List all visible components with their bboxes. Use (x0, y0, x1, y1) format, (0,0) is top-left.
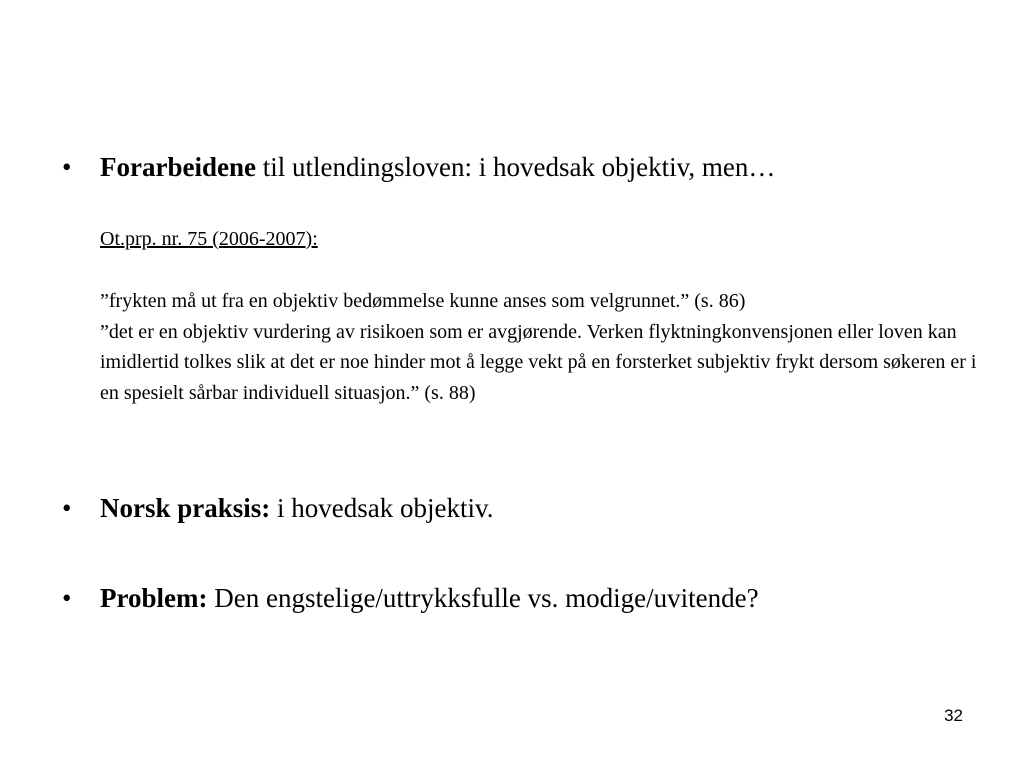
bullet-heading: Forarbeidene (100, 152, 256, 182)
bullet-item-forarbeidene (100, 151, 980, 183)
bullet-marker: • (62, 583, 72, 613)
bullet-marker: • (62, 152, 72, 182)
reference-citation: Ot.prp. nr. 75 (2006-2007): (100, 228, 318, 250)
page-number: 32 (944, 706, 963, 725)
bullet-text: til utlendingsloven: i hovedsak objektiv, men… (255, 152, 776, 182)
quote-1: ”frykten må ut fra en objektiv bedømmelse kunne anses som velgrunnet.” (s. 86) (100, 290, 746, 312)
bullet-item-problem (100, 582, 980, 614)
bullet-text: i hovedsak objektiv. (270, 493, 494, 523)
quote-2: ”det er en objektiv vurdering av risikoen som er avgjørende. Verken flyktningkonvensjonen eller loven kan imidlertid tolkes slik at det er noe hinder mot å legge vekt på en forsterket subjektiv frykt dersom søkeren er i en spesielt sårbar individuell situasjon.” (s. 88) (100, 320, 977, 404)
bullet-marker: • (62, 493, 72, 523)
quote-block (100, 286, 980, 408)
bullet-heading: Norsk praksis: (100, 493, 271, 523)
bullet-item-norsk-praksis (100, 492, 980, 524)
bullet-text: Den engstelige/uttrykksfulle vs. modige/uvitende? (207, 583, 759, 613)
bullet-heading: Problem: (100, 583, 208, 613)
